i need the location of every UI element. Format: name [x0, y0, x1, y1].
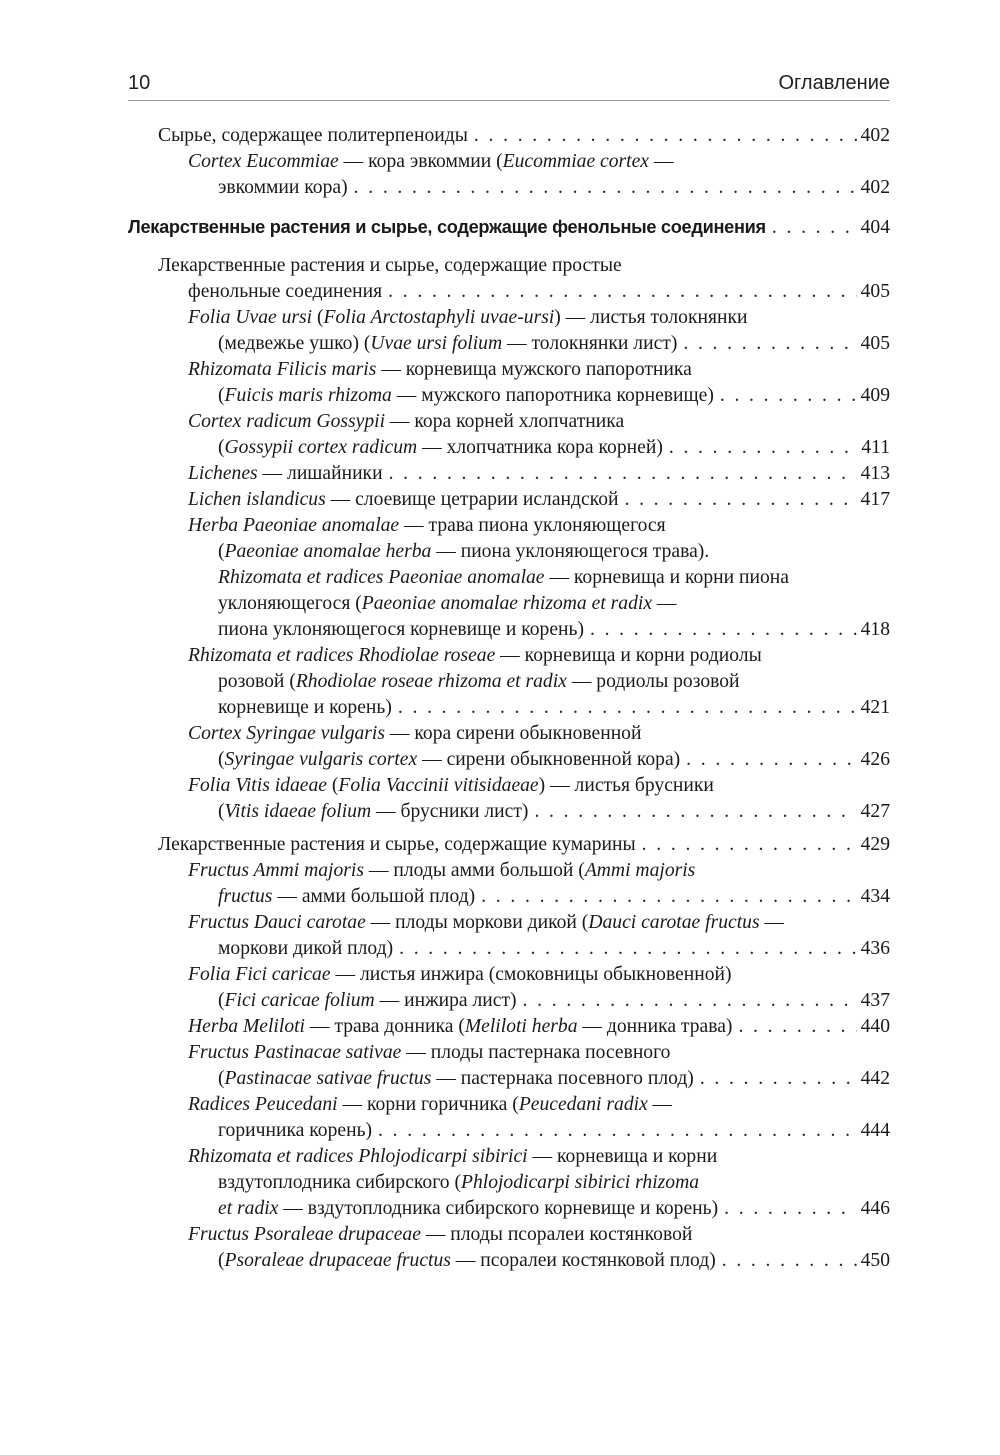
- latin-name: Cortex radicum Gossypii: [188, 411, 386, 432]
- entry-text-segment: Лекарственные растения и сырье, содержащие простые: [158, 255, 622, 276]
- toc-page-number[interactable]: 436: [860, 938, 890, 959]
- toc-entry-line[interactable]: [218, 936, 890, 962]
- toc-page-number[interactable]: 444: [860, 1120, 890, 1141]
- toc-entry-line[interactable]: [158, 832, 890, 858]
- toc-entry-line[interactable]: [188, 461, 890, 487]
- toc-entry-line[interactable]: [188, 910, 784, 936]
- dot-leader: [722, 1248, 857, 1274]
- latin-name: Peucedani radix: [518, 1094, 648, 1115]
- latin-name: Fructus Psoraleae drupaceae: [188, 1224, 421, 1245]
- entry-text-segment: Лекарственные растения и сырье, содержащие фенольные соединения: [128, 217, 766, 237]
- toc-entry-text: [188, 1014, 732, 1040]
- entry-text-segment: — инжира лист): [374, 990, 517, 1011]
- toc-entry-text: [218, 1196, 718, 1222]
- toc-part-heading[interactable]: [128, 214, 890, 240]
- dot-leader: [700, 1066, 857, 1092]
- toc-entry-line[interactable]: [188, 357, 692, 383]
- entry-text-segment: — корневища мужского папоротника: [376, 359, 692, 380]
- entry-text-segment: — псоралеи костянковой плод): [450, 1250, 716, 1271]
- toc-page-number[interactable]: 426: [860, 749, 890, 770]
- toc-entry-text: [188, 773, 714, 799]
- entry-text-segment: фенольные соединения: [188, 281, 383, 302]
- toc-entry-line[interactable]: [218, 988, 890, 1014]
- latin-name: Herba Meliloti: [188, 1016, 305, 1037]
- dot-leader: [669, 435, 857, 461]
- dot-leader: [683, 331, 856, 357]
- latin-name: Phlojodicarpi sibirici rhizoma: [460, 1172, 700, 1193]
- latin-name: Folia Arctostaphyli uvae-ursi: [323, 307, 555, 328]
- entry-text-segment: — слоевище цетрарии исландской: [325, 489, 619, 510]
- dot-leader: [724, 1196, 856, 1222]
- entry-text-segment: (: [218, 749, 225, 770]
- dot-leader: [738, 1014, 856, 1040]
- latin-name: Folia Vitis idaeae: [188, 775, 327, 796]
- dot-leader: [398, 695, 857, 721]
- toc-page-number[interactable]: 404: [860, 217, 890, 238]
- toc-page-number[interactable]: 411: [861, 437, 890, 458]
- latin-name: Rhizomata et radices Phlojodicarpi sibirici: [188, 1146, 528, 1167]
- toc-entry-line[interactable]: [188, 1144, 717, 1170]
- toc-entry-line[interactable]: [188, 721, 641, 747]
- toc-entry-text: [218, 617, 584, 643]
- toc-page-number[interactable]: 417: [860, 489, 890, 510]
- entry-text-segment: горичника корень): [218, 1120, 373, 1141]
- toc-entry-text: [188, 461, 383, 487]
- toc-entry-text: [218, 175, 348, 201]
- latin-name: Eucommiae cortex: [502, 151, 649, 172]
- entry-text-segment: (медвежье ушко) (: [218, 333, 371, 354]
- toc-entry-text: [218, 539, 709, 565]
- toc-entry-text: [218, 565, 789, 591]
- entry-text-segment: — корни горичника (: [337, 1094, 519, 1115]
- toc-entry-text: [158, 253, 622, 279]
- entry-text-segment: — толокнянки лист): [502, 333, 678, 354]
- entry-text-segment: (: [218, 1068, 225, 1089]
- latin-name: Lichen islandicus: [188, 489, 326, 510]
- latin-name: Cortex Eucommiae: [188, 151, 339, 172]
- toc-entry-text: [188, 643, 762, 669]
- toc-entry-line[interactable]: [188, 409, 624, 435]
- toc-entry-text: [218, 1118, 372, 1144]
- latin-name: fructus: [218, 886, 273, 907]
- toc-page-number[interactable]: 413: [860, 463, 890, 484]
- toc-entry-text: [188, 858, 695, 884]
- toc-entry-text: [188, 910, 784, 936]
- toc-entry-text: [218, 936, 393, 962]
- toc-entry-line[interactable]: [158, 123, 890, 149]
- toc-entry-text: [188, 305, 747, 331]
- toc-entry-text: [188, 1222, 692, 1248]
- latin-name: Vitis idaeae folium: [224, 801, 372, 822]
- toc-page-number[interactable]: 409: [860, 385, 890, 406]
- toc-entry-text: [218, 988, 517, 1014]
- toc-entry-line[interactable]: [218, 669, 740, 695]
- entry-text-segment: (: [218, 1250, 225, 1271]
- toc-entry-text: [188, 409, 624, 435]
- toc-entry-text: [218, 591, 677, 617]
- latin-name: Paeoniae anomalae herba: [224, 541, 432, 562]
- entry-text-segment: корневище и корень): [218, 697, 392, 718]
- latin-name: et radix: [218, 1198, 279, 1219]
- toc-entry-line[interactable]: [158, 253, 622, 279]
- dot-leader: [481, 884, 856, 910]
- entry-text-segment: Сырье, содержащее политерпеноиды: [158, 125, 468, 146]
- entry-text-segment: — пастернака посевного плод): [431, 1068, 694, 1089]
- toc-entry-line[interactable]: [188, 305, 747, 331]
- dot-leader: [624, 487, 856, 513]
- latin-name: Gossypii cortex radicum: [224, 437, 418, 458]
- entry-text-segment: ) — листья толокнянки: [554, 307, 748, 328]
- toc-entry-line[interactable]: [218, 539, 709, 565]
- dot-leader: [642, 832, 857, 858]
- entry-text-segment: (: [218, 385, 225, 406]
- entry-text-segment: — трава пиона уклоняющегося: [399, 515, 666, 536]
- latin-name: Rhizomata et radices Paeoniae anomalae: [218, 567, 545, 588]
- entry-text-segment: (: [312, 307, 324, 328]
- toc-entry-line[interactable]: [218, 383, 890, 409]
- entry-text-segment: — донника трава): [577, 1016, 733, 1037]
- entry-text-segment: — кора эвкоммии (: [338, 151, 503, 172]
- toc-entry-line[interactable]: [218, 175, 890, 201]
- toc-entry-line[interactable]: [218, 799, 890, 825]
- entry-text-segment: пиона уклоняющегося корневище и корень): [218, 619, 584, 640]
- toc-page-number[interactable]: 421: [860, 697, 890, 718]
- toc-entry-line[interactable]: [218, 435, 890, 461]
- toc-entry-text: [218, 1170, 699, 1196]
- entry-text-segment: —: [652, 593, 677, 614]
- toc-entry-text: [218, 331, 677, 357]
- dot-leader: [388, 279, 856, 305]
- entry-text-segment: — кора корней хлопчатника: [385, 411, 625, 432]
- toc-page-number[interactable]: 405: [860, 281, 890, 302]
- toc-entry-line[interactable]: [218, 565, 789, 591]
- toc-entry-text: [188, 1144, 717, 1170]
- toc-entry-line[interactable]: [188, 513, 666, 539]
- entry-text-segment: — корневища и корни родиолы: [495, 645, 762, 666]
- toc-page-number[interactable]: 442: [860, 1068, 890, 1089]
- entry-text-segment: — мужского папоротника корневище): [391, 385, 714, 406]
- latin-name: Lichenes: [188, 463, 258, 484]
- toc-entry-text: [188, 279, 382, 305]
- toc-entry-text: [128, 214, 766, 240]
- latin-name: Rhizomata et radices Rhodiolae roseae: [188, 645, 496, 666]
- toc-entry-line[interactable]: [188, 773, 714, 799]
- entry-text-segment: Лекарственные растения и сырье, содержащие кумарины: [158, 834, 636, 855]
- entry-text-segment: — вздутоплодника сибирского корневище и корень): [278, 1198, 719, 1219]
- entry-text-segment: моркови дикой плод): [218, 938, 394, 959]
- page-number: 10: [128, 72, 151, 94]
- entry-text-segment: — корневища и корни пиона: [544, 567, 789, 588]
- entry-text-segment: ) — листья брусники: [538, 775, 714, 796]
- latin-name: Fructus Ammi majoris: [188, 860, 364, 881]
- entry-text-segment: — брусники лист): [371, 801, 529, 822]
- toc-entry-text: [218, 884, 475, 910]
- latin-name: Dauci carotae fructus: [588, 912, 760, 933]
- entry-text-segment: розовой (: [218, 671, 296, 692]
- toc-entry-line[interactable]: [188, 1222, 692, 1248]
- entry-text-segment: — корневища и корни: [527, 1146, 718, 1167]
- dot-leader: [720, 383, 857, 409]
- toc-entry-line[interactable]: [218, 591, 677, 617]
- toc-entry-text: [188, 513, 666, 539]
- toc-page-number[interactable]: 434: [860, 886, 890, 907]
- dot-leader: [399, 936, 857, 962]
- entry-text-segment: (: [218, 541, 225, 562]
- toc-entry-line[interactable]: [188, 1092, 672, 1118]
- entry-text-segment: — плоды амми большой (: [364, 860, 585, 881]
- toc-entry-line[interactable]: [188, 1014, 890, 1040]
- latin-name: Fici caricae folium: [224, 990, 375, 1011]
- toc-page-number[interactable]: 450: [860, 1250, 890, 1271]
- toc-entry-text: [188, 721, 641, 747]
- entry-text-segment: — лишайники: [257, 463, 383, 484]
- toc-entry-line[interactable]: [218, 884, 890, 910]
- entry-text-segment: (: [218, 801, 225, 822]
- latin-name: Cortex Syringae vulgaris: [188, 723, 385, 744]
- dot-leader: [378, 1118, 857, 1144]
- toc-page-number[interactable]: 437: [860, 990, 890, 1011]
- latin-name: Ammi majoris: [584, 860, 696, 881]
- dot-leader: [523, 988, 857, 1014]
- latin-name: Uvae ursi folium: [370, 333, 503, 354]
- entry-text-segment: (: [326, 775, 339, 796]
- entry-text-segment: — плоды псоралеи костянковой: [420, 1224, 693, 1245]
- entry-text-segment: — сирени обыкновенной кора): [417, 749, 681, 770]
- toc-entry-line[interactable]: [218, 1118, 890, 1144]
- toc-entry-line[interactable]: [188, 279, 890, 305]
- toc-entry-text: [188, 149, 674, 175]
- toc-page-number[interactable]: 418: [860, 619, 890, 640]
- entry-text-segment: — родиолы розовой: [566, 671, 740, 692]
- dot-leader: [590, 617, 857, 643]
- entry-text-segment: эвкоммии кора): [218, 177, 348, 198]
- toc-entry-text: [158, 123, 468, 149]
- dot-leader: [354, 175, 857, 201]
- latin-name: Syringae vulgaris cortex: [224, 749, 418, 770]
- entry-text-segment: — кора сирени обыкновенной: [385, 723, 642, 744]
- latin-name: Radices Peucedani: [188, 1094, 338, 1115]
- toc-entry-line[interactable]: [218, 331, 890, 357]
- toc-entry-text: [188, 357, 692, 383]
- toc-entry-line[interactable]: [218, 1196, 890, 1222]
- latin-name: Folia Uvae ursi: [188, 307, 313, 328]
- dot-leader: [474, 123, 857, 149]
- entry-text-segment: — плоды пастернака посевного: [401, 1042, 671, 1063]
- dot-leader: [686, 747, 856, 773]
- toc-entry-text: [218, 1066, 694, 1092]
- toc-entry-text: [218, 435, 663, 461]
- toc-entry-text: [188, 1040, 670, 1066]
- latin-name: Fructus Dauci carotae: [188, 912, 366, 933]
- toc-entry-text: [218, 799, 528, 825]
- toc-entry-line[interactable]: [218, 695, 890, 721]
- toc-entry-text: [188, 487, 618, 513]
- toc-page-number[interactable]: 429: [860, 834, 890, 855]
- toc-entry-line[interactable]: [188, 858, 695, 884]
- toc-entry-line[interactable]: [218, 1170, 699, 1196]
- latin-name: Fuicis maris rhizoma: [224, 385, 392, 406]
- entry-text-segment: — трава донника (: [305, 1016, 465, 1037]
- entry-text-segment: — хлопчатника кора корней): [417, 437, 663, 458]
- latin-name: Meliloti herba: [464, 1016, 578, 1037]
- toc-entry-line[interactable]: [218, 617, 890, 643]
- toc-entry-text: [188, 1092, 672, 1118]
- entry-text-segment: вздутоплодника сибирского (: [218, 1172, 461, 1193]
- dot-leader: [534, 799, 856, 825]
- toc-entry-text: [218, 669, 740, 695]
- dot-leader: [389, 461, 857, 487]
- toc-entry-text: [218, 1248, 716, 1274]
- toc-entry-text: [218, 383, 714, 409]
- toc-entry-text: [158, 832, 636, 858]
- toc-entry-line[interactable]: [188, 643, 762, 669]
- entry-text-segment: — плоды моркови дикой (: [365, 912, 589, 933]
- latin-name: Rhizomata Filicis maris: [188, 359, 377, 380]
- toc-entry-line[interactable]: [188, 1040, 670, 1066]
- toc-page-number[interactable]: 427: [860, 801, 890, 822]
- toc-entry-line[interactable]: [218, 1066, 890, 1092]
- entry-text-segment: уклоняющегося (: [218, 593, 362, 614]
- toc-entry-line[interactable]: [218, 747, 890, 773]
- toc-entry-text: [218, 747, 680, 773]
- toc-page-number[interactable]: 440: [860, 1016, 890, 1037]
- running-title: Оглавление: [778, 72, 890, 94]
- dot-leader: [772, 215, 857, 240]
- toc-page-number[interactable]: 405: [860, 333, 890, 354]
- entry-text-segment: —: [647, 1094, 673, 1115]
- latin-name: Psoraleae drupaceae fructus: [224, 1250, 451, 1271]
- entry-text-segment: — листья инжира (смоковницы обыкновенной): [330, 964, 732, 985]
- latin-name: Folia Vaccinii vitisidaeae: [338, 775, 539, 796]
- toc-entry-text: [218, 695, 392, 721]
- latin-name: Herba Paeoniae anomalae: [188, 515, 400, 536]
- toc-entry-text: [188, 962, 732, 988]
- toc-entry-line[interactable]: [218, 1248, 890, 1274]
- entry-text-segment: —: [759, 912, 785, 933]
- toc-entry-line[interactable]: [188, 962, 732, 988]
- toc-page-number[interactable]: 402: [860, 177, 890, 198]
- toc-page-number[interactable]: 402: [860, 125, 890, 146]
- latin-name: Fructus Pastinacae sativae: [188, 1042, 402, 1063]
- toc-entry-line[interactable]: [188, 487, 890, 513]
- entry-text-segment: (: [218, 990, 225, 1011]
- entry-text-segment: — пиона уклоняющегося трава).: [431, 541, 710, 562]
- latin-name: Rhodiolae roseae rhizoma et radix: [295, 671, 567, 692]
- entry-text-segment: —: [649, 151, 674, 172]
- latin-name: Folia Fici caricae: [188, 964, 331, 985]
- entry-text-segment: (: [218, 437, 225, 458]
- latin-name: Paeoniae anomalae rhizoma et radix: [361, 593, 653, 614]
- entry-text-segment: — амми большой плод): [272, 886, 476, 907]
- latin-name: Pastinacae sativae fructus: [224, 1068, 432, 1089]
- toc-page-number[interactable]: 446: [860, 1198, 890, 1219]
- toc-entry-line[interactable]: [188, 149, 674, 175]
